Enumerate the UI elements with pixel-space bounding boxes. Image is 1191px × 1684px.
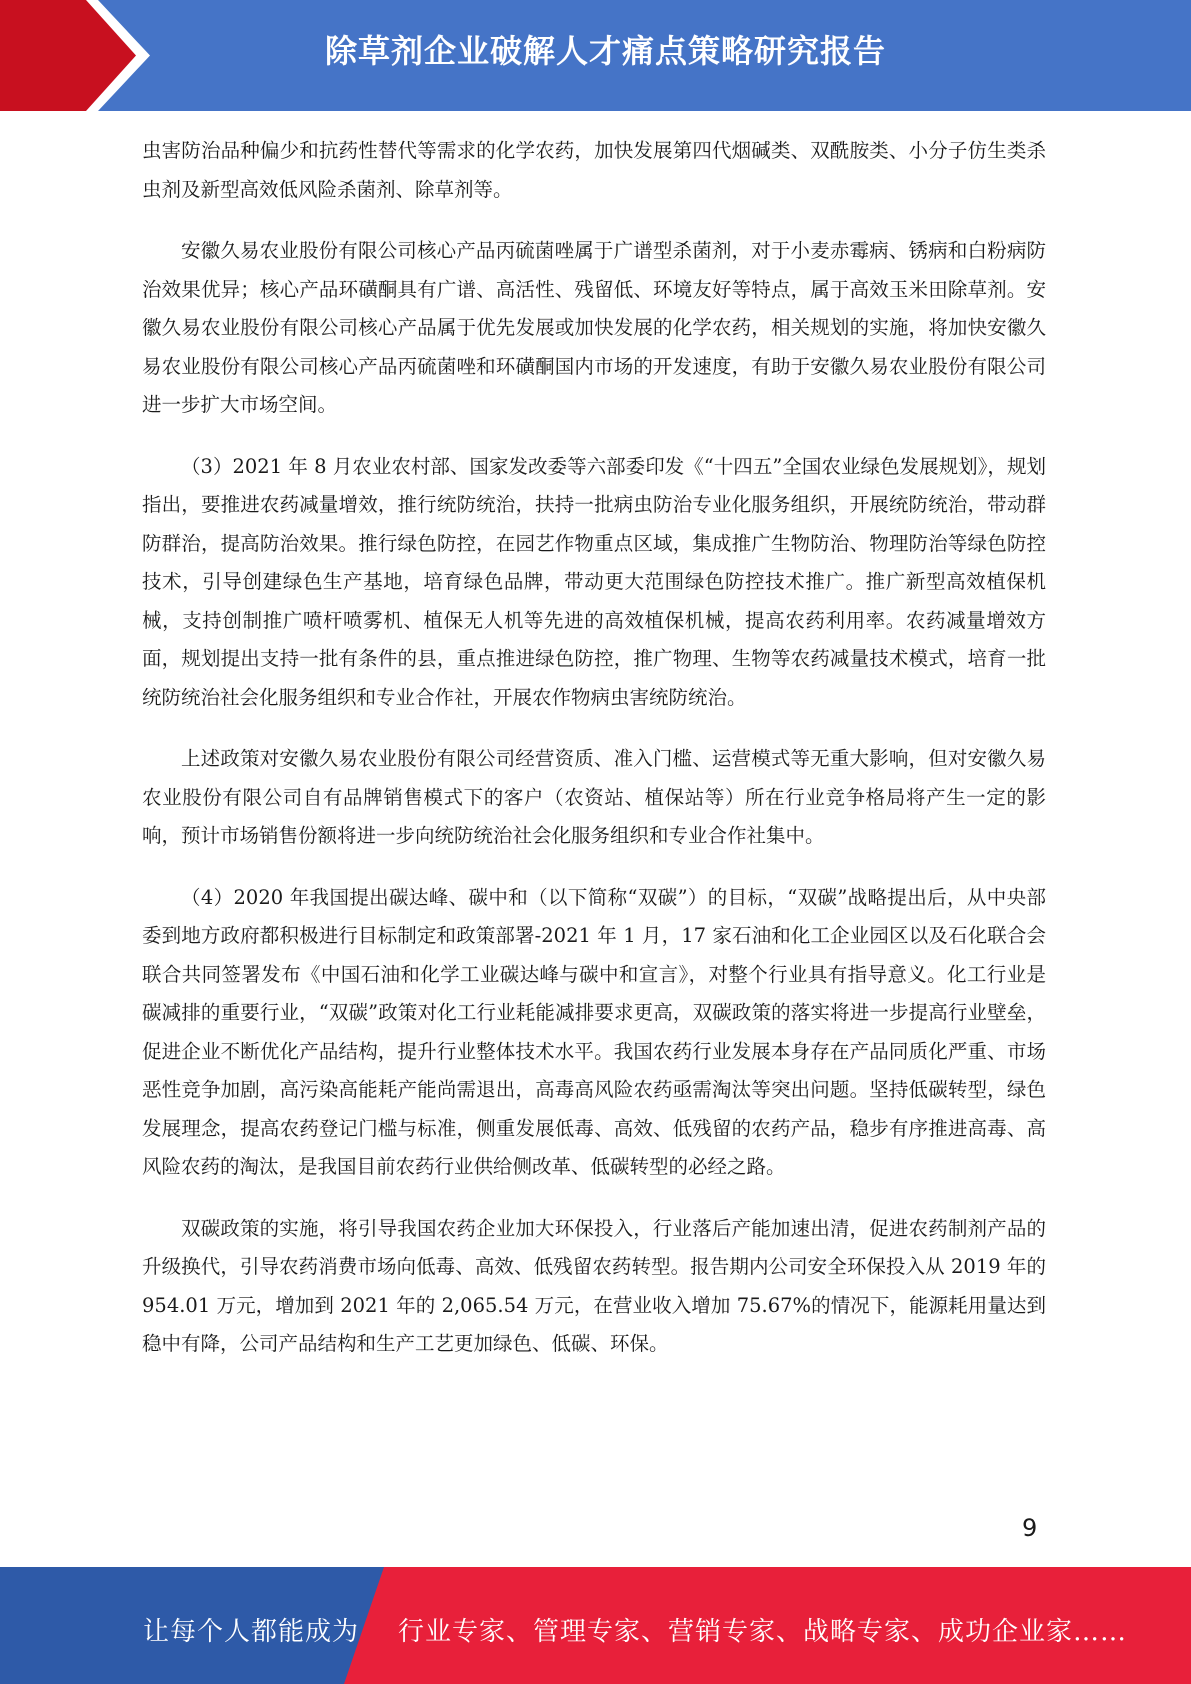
- paragraph: （3）2021 年 8 月农业农村部、国家发改委等六部委印发《“十四五”全国农业绿色发展规划》，规划指出，要推进农药减量增效，推行统防统治，扶持一批病虫防治专业化服务组织，开展统防统治，带动群防群治，提高防治效果。推行绿色防控，在园艺作物重点区域，集成推广生物防治、物理防治等绿色防控技术，引导创建绿色生产基地，培育绿色品牌，带动更大范围绿色防控技术推广。推广新型高效植保机械，支持创制推广喷杆喷雾机、植保无人机等先进的高效植保机械，提高农药利用率。农药减量增效方面，规划提出支持一批有条件的县，重点推进绿色防控，推广物理、生物等农药减量技术模式，培育一批统防统治社会化服务组织和专业合作社，开展农作物病虫害统防统治。: [142, 454, 1046, 709]
- footer-slogan-left: 让每个人都能成为: [143, 1617, 360, 1647]
- footer-slogan-right: 行业专家、管理专家、营销专家、战略专家、成功企业家……: [398, 1617, 1128, 1647]
- report-title: 除草剂企业破解人才痛点策略研究报告: [324, 32, 886, 70]
- paragraph: 虫害防治品种偏少和抗药性替代等需求的化学农药，加快发展第四代烟碱类、双酰胺类、小分子仿生类杀虫剂及新型高效低风险杀菌剂、除草剂等。: [142, 139, 1046, 201]
- page-header: [0, 0, 1191, 111]
- paragraph: 安徽久易农业股份有限公司核心产品丙硫菌唑属于广谱型杀菌剂，对于小麦赤霉病、锈病和白粉病防治效果优异；核心产品环磺酮具有广谱、高活性、残留低、环境友好等特点，属于高效玉米田除草剂。安徽久易农业股份有限公司核心产品属于优先发展或加快发展的化学农药，相关规划的实施，将加快安徽久易农业股份有限公司核心产品丙硫菌唑和环磺酮国内市场的开发速度，有助于安徽久易农业股份有限公司进一步扩大市场空间。: [142, 239, 1046, 416]
- paragraph: 上述政策对安徽久易农业股份有限公司经营资质、准入门槛、运营模式等无重大影响，但对安徽久易农业股份有限公司自有品牌销售模式下的客户（农资站、植保站等）所在行业竞争格局将产生一定的影响，预计市场销售份额将进一步向统防统治社会化服务组织和专业合作社集中。: [142, 747, 1046, 847]
- paragraph: 双碳政策的实施，将引导我国农药企业加大环保投入，行业落后产能加速出清，促进农药制剂产品的升级换代，引导农药消费市场向低毒、高效、低残留农药转型。报告期内公司安全环保投入从 2019 年的 954.01 万元，增加到 2021 年的 2,065.54 万元，在营业收入增加 75.67%的情况下，能源耗用量达到稳中有降，公司产品结构和生产工艺更加绿色、低碳、环保。: [142, 1216, 1046, 1355]
- page-footer: [0, 1567, 1191, 1684]
- document-body: [142, 132, 1046, 1387]
- page-number: 9: [1022, 1514, 1038, 1542]
- paragraph: （4）2020 年我国提出碳达峰、碳中和（以下简称“双碳”）的目标，“双碳”战略提出后，从中央部委到地方政府都积极进行目标制定和政策部署-2021 年 1 月，17 家石油和化工企业园区以及石化联合会联合共同签署发布《中国石油和化学工业碳达峰与碳中和宣言》，对整个行业具有指导意义。化工行业是碳减排的重要行业，“双碳”政策对化工行业耗能减排要求更高，双碳政策的落实将进一步提高行业壁垒，促进企业不断优化产品结构，提升行业整体技术水平。我国农药行业发展本身存在产品同质化严重、市场恶性竞争加剧，高污染高能耗产能尚需退出，高毒高风险农药亟需淘汰等突出问题。坚持低碳转型，绿色发展理念，提高农药登记门槛与标准，侧重发展低毒、高效、低残留的农药产品，稳步有序推进高毒、高风险农药的淘汰，是我国目前农药行业供给侧改革、低碳转型的必经之路。: [142, 885, 1046, 1178]
